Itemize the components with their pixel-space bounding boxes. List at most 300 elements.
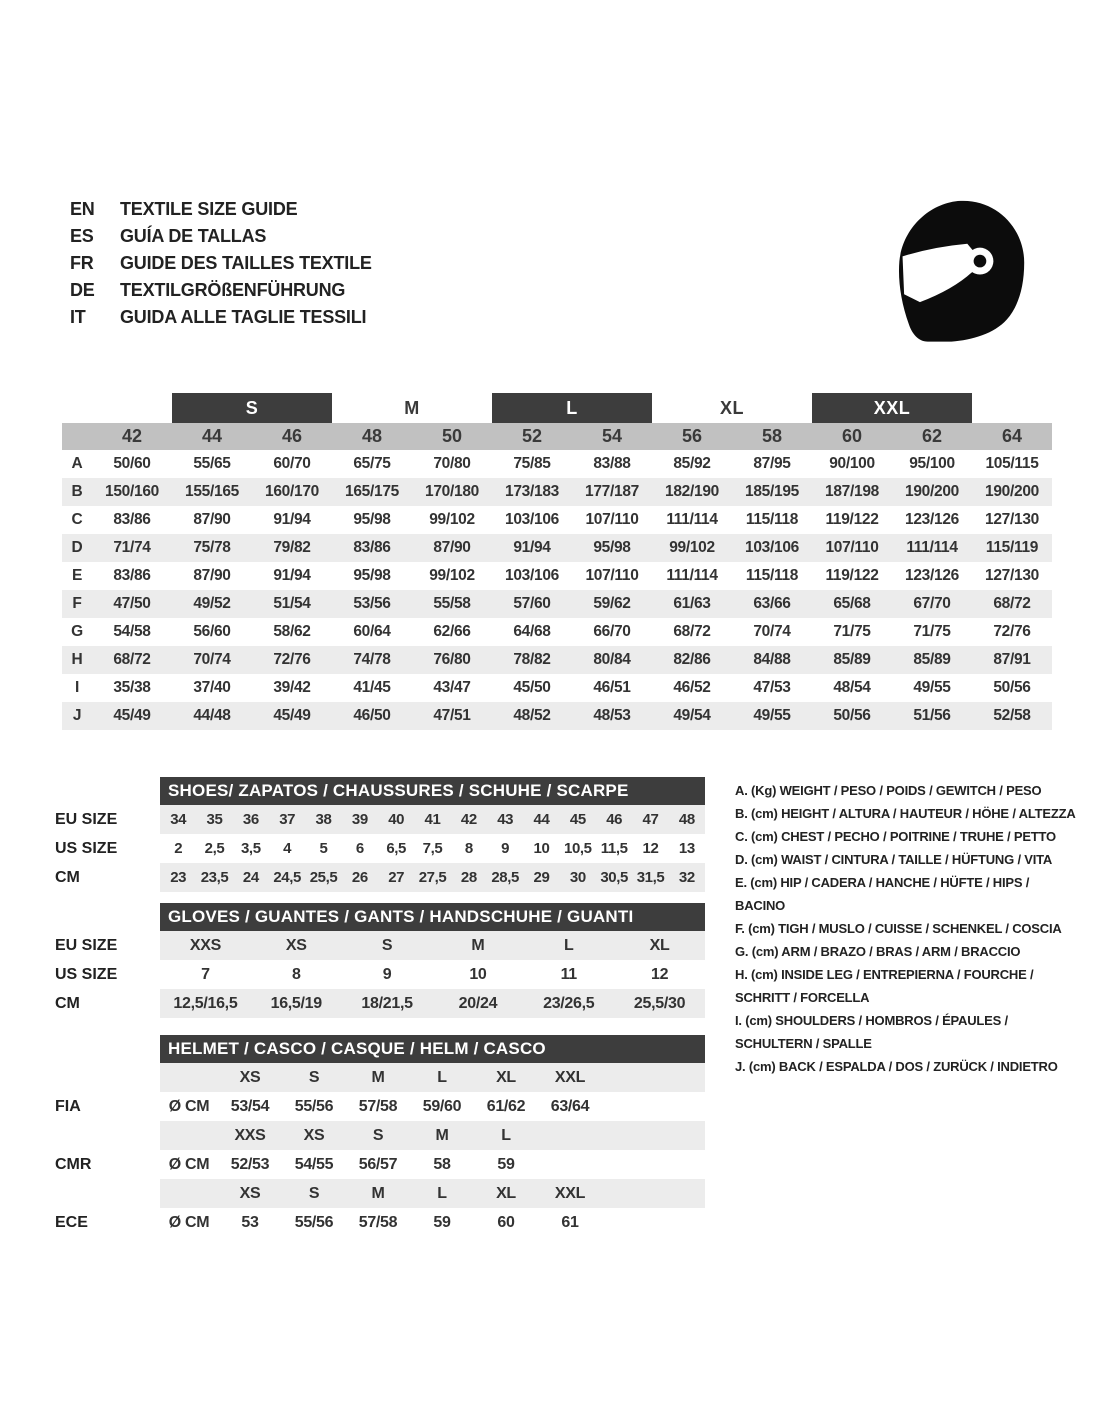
helmet-size-cells [160, 1179, 705, 1208]
size-value-cell: 123/126 [905, 567, 959, 584]
shoes-value-cell: 24 [242, 869, 259, 886]
shoes-value-cell: 43 [497, 811, 514, 828]
gloves-value-cell: 16,5/19 [270, 994, 322, 1012]
gloves-value-cell: 9 [382, 965, 392, 983]
row-letter: E [71, 567, 83, 584]
size-value-cell: 55/65 [193, 455, 231, 472]
size-value-cell: 87/90 [193, 511, 231, 528]
helmet-size-row [55, 1063, 705, 1092]
measurement-legend [735, 779, 1080, 1078]
shoes-value-cell: 39 [351, 811, 368, 828]
size-value-cell: 57/60 [513, 595, 551, 612]
language-code: ES [70, 226, 94, 246]
legend-item: A. (Kg) WEIGHT / PESO / POIDS / GEWITCH / PESO [735, 783, 1042, 798]
size-value-cell: 103/106 [505, 567, 559, 584]
shoes-section-header: SHOES/ ZAPATOS / CHAUSSURES / SCHUHE / SCARPE [160, 777, 705, 805]
language-code: EN [70, 199, 95, 219]
row-letter: J [72, 707, 82, 724]
legend-item: B. (cm) HEIGHT / ALTURA / HAUTEUR / HÖHE / ALTEZZA [735, 806, 1076, 821]
helmet-value-cell: 59 [497, 1155, 515, 1173]
helmet-value-cell: 59/60 [422, 1097, 462, 1115]
size-group-row [92, 393, 1052, 423]
numeric-size-label: 58 [761, 426, 783, 446]
language-title [70, 304, 372, 331]
shoes-value-cell: 30,5 [600, 869, 628, 886]
shoes-value-cell: 48 [678, 811, 695, 828]
legend-item: D. (cm) WAIST / CINTURA / TAILLE / HÜFTUNG / VITA [735, 852, 1053, 867]
size-value-cell: 70/80 [433, 455, 471, 472]
size-value-cell: 155/165 [185, 483, 239, 500]
helmet-value-cell: 54/55 [294, 1155, 334, 1173]
measure-row-H [62, 646, 1052, 674]
size-value-cell: 50/60 [113, 455, 151, 472]
measure-row-E [62, 562, 1052, 590]
language-title-list [70, 196, 372, 331]
gloves-row [55, 931, 705, 960]
shoes-value-cell: 37 [279, 811, 296, 828]
size-value-cell: 87/91 [993, 651, 1031, 668]
size-value-cell: 56/60 [193, 623, 231, 640]
size-value-cell: 48/54 [833, 679, 871, 696]
size-value-cell: 115/118 [745, 567, 799, 584]
size-value-cell: 87/90 [193, 567, 231, 584]
legend-item: G. (cm) ARM / BRAZO / BRAS / ARM / BRACCIO [735, 944, 1021, 959]
helmet-size-label: M [371, 1068, 385, 1086]
helmet-table-body [55, 1063, 705, 1237]
size-value-cell: 190/200 [905, 483, 959, 500]
size-value-cell: 49/55 [913, 679, 951, 696]
helmet-value-cell: 53 [241, 1213, 259, 1231]
size-value-cell: 48/53 [593, 707, 631, 724]
measure-row-I [62, 674, 1052, 702]
shoes-value-cell: 28,5 [491, 869, 519, 886]
size-value-cell: 54/58 [113, 623, 151, 640]
shoes-header-row [55, 777, 705, 805]
shoes-value-cell: 8 [464, 840, 473, 857]
size-group-s: S [172, 393, 332, 423]
shoes-value-cell: 31,5 [636, 869, 665, 886]
size-value-cell: 95/100 [909, 455, 955, 472]
gloves-row [55, 960, 705, 989]
gloves-value-cell: XXS [189, 936, 221, 954]
gloves-value-cell: M [471, 936, 485, 954]
shoes-cells [160, 863, 705, 892]
shoes-value-cell: 3,5 [240, 840, 261, 857]
row-label: CM [55, 994, 80, 1012]
size-value-cell: 60/64 [353, 623, 391, 640]
row-letter: H [71, 651, 83, 668]
row-letter: A [71, 455, 83, 472]
spacer [55, 1035, 160, 1063]
helmet-size-label: XXS [234, 1126, 266, 1144]
size-value-cell: 75/78 [193, 539, 231, 556]
shoes-value-cell: 36 [242, 811, 259, 828]
size-value-cell: 47/51 [433, 707, 471, 724]
shoes-value-cell: 47 [642, 811, 659, 828]
size-value-cell: 37/40 [193, 679, 231, 696]
helmet-section-header: HELMET / CASCO / CASQUE / HELM / CASCO [160, 1035, 705, 1063]
size-value-cell: 111/114 [666, 511, 718, 528]
gloves-value-cell: 8 [291, 965, 301, 983]
size-value-cell: 43/47 [433, 679, 471, 696]
numeric-size-label: 52 [521, 426, 543, 446]
row-letter: C [71, 511, 83, 528]
measure-row-D [62, 534, 1052, 562]
numeric-size-label: 60 [841, 426, 863, 446]
numeric-size-label: 42 [121, 426, 143, 446]
shoes-value-cell: 26 [351, 869, 368, 886]
row-letter: I [74, 679, 79, 696]
shoes-value-cell: 28 [460, 869, 477, 886]
language-title-text: GUÍA DE TALLAS [120, 226, 267, 246]
size-value-cell: 46/51 [593, 679, 631, 696]
shoes-row [55, 863, 705, 892]
legend-item: F. (cm) TIGH / MUSLO / CUISSE / SCHENKEL / COSCIA [735, 921, 1062, 936]
size-value-cell: 50/56 [993, 679, 1031, 696]
gloves-value-cell: 7 [201, 965, 210, 983]
shoes-value-cell: 44 [533, 811, 550, 828]
gloves-value-cell: 20/24 [458, 994, 498, 1012]
size-value-cell: 170/180 [425, 483, 479, 500]
size-value-cell: 119/122 [825, 567, 879, 584]
size-value-cell: 87/95 [753, 455, 791, 472]
row-label [55, 1063, 160, 1092]
helmet-value-cells [160, 1092, 705, 1121]
size-value-cell: 85/89 [833, 651, 871, 668]
helmet-size-label: S [308, 1184, 320, 1202]
helmet-size-label: XL [496, 1068, 516, 1086]
shoes-value-cell: 9 [501, 840, 510, 857]
shoes-value-cell: 30 [569, 869, 586, 886]
helmet-value-cell: 59 [433, 1213, 451, 1231]
size-value-cell: 111/114 [666, 567, 718, 584]
measure-row-B [62, 478, 1052, 506]
helmet-size-row [55, 1121, 705, 1150]
language-title-text: GUIDA ALLE TAGLIE TESSILI [120, 307, 367, 327]
size-value-cell: 78/82 [513, 651, 551, 668]
shoes-row [55, 805, 705, 834]
language-title [70, 196, 372, 223]
helmet-value-cell: 53/54 [230, 1097, 270, 1115]
shoes-value-cell: 32 [678, 869, 695, 886]
legend-item: H. (cm) INSIDE LEG / ENTREPIERNA / FOURCHE / SCHRITT / FORCELLA [735, 967, 1034, 1005]
size-value-cell: 66/70 [593, 623, 631, 640]
size-value-cell: 62/66 [433, 623, 471, 640]
helmet-value-cell: 56/57 [358, 1155, 398, 1173]
shoes-value-cell: 38 [315, 811, 332, 828]
size-value-cell: 107/110 [585, 511, 639, 528]
gloves-value-cell: 11 [560, 965, 577, 983]
row-letter: F [72, 595, 82, 612]
shoes-value-cell: 34 [170, 811, 187, 828]
size-value-cell: 123/126 [905, 511, 959, 528]
legend-item: J. (cm) BACK / ESPALDA / DOS / ZURÜCK / INDIETRO [735, 1059, 1058, 1074]
language-code: IT [70, 307, 86, 327]
size-value-cell: 99/102 [669, 539, 715, 556]
numeric-size-label: 54 [601, 426, 623, 446]
size-value-cell: 173/183 [505, 483, 559, 500]
size-value-cell: 68/72 [673, 623, 711, 640]
size-value-cell: 80/84 [593, 651, 631, 668]
size-value-cell: 75/85 [513, 455, 551, 472]
size-value-cell: 83/86 [353, 539, 391, 556]
size-value-cell: 58/62 [273, 623, 311, 640]
helmet-value-row [55, 1208, 705, 1237]
shoes-value-cell: 29 [533, 869, 550, 886]
row-label: US SIZE [55, 839, 118, 857]
numeric-size-label: 50 [441, 426, 463, 446]
helmet-size-label: XS [239, 1184, 261, 1202]
size-value-cell: 44/48 [193, 707, 231, 724]
size-value-cell: 61/63 [673, 595, 711, 612]
size-value-cell: 41/45 [353, 679, 391, 696]
gloves-value-cell: 12,5/16,5 [173, 994, 238, 1012]
size-value-cell: 70/74 [753, 623, 791, 640]
size-value-cell: 68/72 [113, 651, 151, 668]
gloves-header-row [55, 903, 705, 931]
shoes-value-cell: 2,5 [204, 840, 225, 857]
size-value-cell: 91/94 [273, 567, 311, 584]
size-value-cell: 127/130 [985, 567, 1039, 584]
row-label: EU SIZE [55, 936, 118, 954]
size-value-cell: 150/160 [105, 483, 159, 500]
size-value-cell: 50/56 [833, 707, 871, 724]
legend-item: E. (cm) HIP / CADERA / HANCHE / HÜFTE / HIPS / BACINO [735, 875, 1030, 913]
gloves-value-cell: 23/26,5 [543, 994, 595, 1012]
helmet-size-label: S [372, 1126, 384, 1144]
size-value-cell: 71/74 [113, 539, 151, 556]
size-value-cell: 91/94 [513, 539, 551, 556]
spacer [55, 777, 160, 805]
helmet-value-cell: 52/53 [230, 1155, 270, 1173]
measure-row-J [62, 702, 1052, 730]
gloves-value-cell: 25,5/30 [633, 994, 686, 1012]
size-value-cell: 127/130 [985, 511, 1039, 528]
shoes-table-body [55, 805, 705, 892]
gloves-value-cell: 10 [469, 965, 487, 983]
size-value-cell: 85/92 [673, 455, 711, 472]
helmet-value-cell: 60 [497, 1213, 515, 1231]
size-value-cell: 182/190 [665, 483, 719, 500]
gloves-cells [160, 931, 705, 960]
shoes-section [55, 777, 705, 892]
helmet-size-cells [160, 1063, 705, 1092]
size-value-cell: 177/187 [585, 483, 639, 500]
size-value-cell: 71/75 [833, 623, 871, 640]
size-value-cell: 115/119 [985, 539, 1039, 556]
shoes-value-cell: 4 [283, 840, 292, 857]
measure-row-F [62, 590, 1052, 618]
shoes-value-cell: 10,5 [564, 840, 592, 857]
size-value-cell: 64/68 [513, 623, 551, 640]
numeric-size-label: 44 [201, 426, 223, 446]
shoes-value-cell: 6 [355, 840, 364, 857]
size-value-cell: 107/110 [585, 567, 639, 584]
size-value-cell: 79/82 [273, 539, 311, 556]
language-title-text: TEXTILE SIZE GUIDE [120, 199, 298, 219]
helmet-size-label: XS [303, 1126, 325, 1144]
shoes-cells [160, 834, 705, 863]
shoes-row [55, 834, 705, 863]
helmet-value-cell: 57/58 [358, 1097, 398, 1115]
gloves-cells [160, 989, 705, 1018]
size-value-cell: 45/49 [273, 707, 311, 724]
textile-size-table-body [62, 450, 1052, 730]
size-value-cell: 160/170 [265, 483, 319, 500]
size-value-cell: 49/55 [753, 707, 791, 724]
language-title-text: TEXTILGRÖßENFÜHRUNG [120, 280, 346, 300]
gloves-value-cell: 18/21,5 [361, 994, 413, 1012]
textile-size-table [62, 393, 1052, 730]
shoes-value-cell: 6,5 [386, 840, 406, 857]
size-value-cell: 47/50 [113, 595, 151, 612]
size-value-cell: 35/38 [113, 679, 151, 696]
size-value-cell: 87/90 [433, 539, 471, 556]
shoes-value-cell: 35 [206, 811, 223, 828]
gloves-value-cell: S [381, 936, 393, 954]
gloves-value-cell: XL [649, 936, 670, 954]
shoes-value-cell: 2 [174, 840, 183, 857]
unit-cell: Ø CM [168, 1213, 210, 1231]
helmet-icon-svg [882, 190, 1040, 348]
size-value-cell: 83/86 [113, 511, 151, 528]
gloves-table-body [55, 931, 705, 1018]
size-value-cell: 74/78 [353, 651, 391, 668]
size-value-cell: 45/50 [513, 679, 551, 696]
size-value-cell: 85/89 [913, 651, 951, 668]
shoes-value-cell: 11,5 [600, 840, 628, 857]
size-value-cell: 95/98 [593, 539, 631, 556]
size-value-cell: 67/70 [913, 595, 951, 612]
helmet-value-cell: 55/56 [294, 1097, 334, 1115]
gloves-value-cell: XS [285, 936, 307, 954]
size-value-cell: 105/115 [985, 455, 1039, 472]
size-value-cell: 115/118 [745, 511, 799, 528]
size-value-cell: 39/42 [273, 679, 311, 696]
gloves-row [55, 989, 705, 1018]
size-value-cell: 165/175 [345, 483, 399, 500]
numeric-size-label: 62 [921, 426, 943, 446]
helmet-size-label: M [435, 1126, 449, 1144]
row-label: CM [55, 868, 80, 886]
size-value-cell: 76/80 [433, 651, 471, 668]
measure-row-G [62, 618, 1052, 646]
unit-cell: Ø CM [168, 1155, 210, 1173]
size-value-cell: 55/58 [433, 595, 471, 612]
numeric-size-label: 46 [281, 426, 303, 446]
helmet-value-cell: 61 [561, 1213, 579, 1231]
helmet-size-cells [160, 1121, 705, 1150]
row-label: US SIZE [55, 965, 118, 983]
gloves-cells [160, 960, 705, 989]
size-value-cell: 107/110 [825, 539, 879, 556]
helmet-value-row [55, 1150, 705, 1179]
size-value-cell: 103/106 [745, 539, 799, 556]
size-group-xxl: XXL [812, 393, 972, 423]
helmet-size-label: L [437, 1068, 447, 1086]
standard-label: FIA [55, 1097, 81, 1115]
row-letter: B [71, 483, 83, 500]
size-value-cell: 72/76 [273, 651, 311, 668]
gloves-value-cell: L [564, 936, 574, 954]
size-value-cell: 190/200 [985, 483, 1039, 500]
language-title [70, 223, 372, 250]
size-value-cell: 45/49 [113, 707, 151, 724]
numeric-size-band [62, 423, 1052, 450]
size-value-cell: 59/62 [593, 595, 631, 612]
row-letter: D [71, 539, 83, 556]
size-value-cell: 103/106 [505, 511, 559, 528]
numeric-size-label: 56 [681, 426, 703, 446]
shoes-cells [160, 805, 705, 834]
size-value-cell: 82/86 [673, 651, 711, 668]
row-label [55, 1179, 160, 1208]
size-value-cell: 95/98 [353, 567, 391, 584]
language-title-text: GUIDE DES TAILLES TEXTILE [120, 253, 372, 273]
standard-label: CMR [55, 1155, 92, 1173]
size-value-cell: 60/70 [273, 455, 311, 472]
size-value-cell: 52/58 [993, 707, 1031, 724]
shoes-value-cell: 24,5 [273, 869, 301, 886]
size-group-m: M [404, 397, 420, 418]
size-value-cell: 70/74 [193, 651, 231, 668]
helmet-size-label: L [501, 1126, 511, 1144]
helmet-value-cells [160, 1150, 705, 1179]
helmet-size-label: XXL [554, 1068, 586, 1086]
size-value-cell: 63/66 [753, 595, 791, 612]
size-value-cell: 99/102 [429, 511, 475, 528]
row-letter: G [71, 623, 83, 640]
shoes-value-cell: 46 [606, 811, 623, 828]
measure-row-A [62, 450, 1052, 478]
row-label: EU SIZE [55, 810, 118, 828]
size-value-cell: 84/88 [753, 651, 791, 668]
shoes-value-cell: 13 [678, 840, 695, 857]
row-label [55, 1121, 160, 1150]
helmet-size-label: M [371, 1184, 385, 1202]
size-group-xl: XL [719, 397, 744, 418]
helmet-value-cell: 61/62 [486, 1097, 526, 1115]
language-code: FR [70, 253, 94, 273]
shoes-value-cell: 23 [170, 869, 187, 886]
size-value-cell: 46/50 [353, 707, 391, 724]
size-value-cell: 49/54 [673, 707, 711, 724]
numeric-size-label: 64 [1001, 426, 1023, 446]
size-value-cell: 51/56 [913, 707, 951, 724]
numeric-size-label: 48 [361, 426, 383, 446]
size-value-cell: 119/122 [825, 511, 879, 528]
helmet-size-label: XL [496, 1184, 516, 1202]
helmet-value-cell: 58 [433, 1155, 451, 1173]
size-value-cell: 91/94 [273, 511, 311, 528]
helmet-size-label: XXL [554, 1184, 586, 1202]
shoes-value-cell: 12 [642, 840, 659, 857]
helmet-icon [882, 190, 1040, 348]
helmet-value-cell: 57/58 [358, 1213, 398, 1231]
helmet-value-cells [160, 1208, 705, 1237]
helmet-size-label: L [437, 1184, 447, 1202]
shoes-value-cell: 27 [388, 869, 405, 886]
size-value-cell: 185/195 [745, 483, 799, 500]
shoes-value-cell: 41 [424, 811, 441, 828]
size-value-cell: 83/86 [113, 567, 151, 584]
helmet-value-row [55, 1092, 705, 1121]
legend-item: C. (cm) CHEST / PECHO / POITRINE / TRUHE / PETTO [735, 829, 1056, 844]
language-code: DE [70, 280, 95, 300]
shoes-value-cell: 10 [533, 840, 550, 857]
size-value-cell: 53/56 [353, 595, 391, 612]
size-value-cell: 47/53 [753, 679, 791, 696]
